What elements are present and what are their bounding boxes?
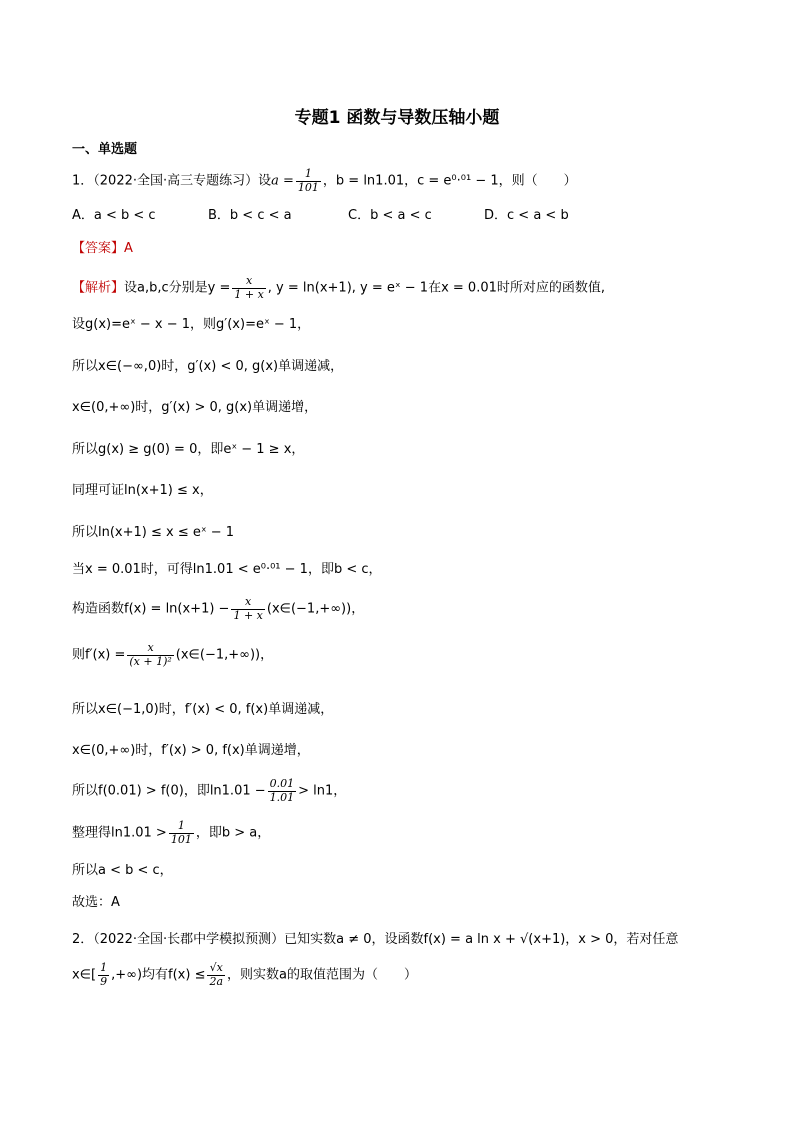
q1-frac-den: 101 [297, 180, 319, 194]
q1-answer: 【答案】A [72, 241, 133, 256]
analysis-l14-fraction [169, 820, 194, 846]
q2-l2-a: x∈[ [72, 967, 97, 983]
analysis-line-16: 故选：A [72, 895, 120, 910]
analysis-l14-den: 101 [170, 832, 192, 846]
analysis-l1-b: , y = ln(x+1), y = eˣ − 1在x = 0.01时所对应的函数值, [267, 280, 606, 296]
analysis-line-9 [72, 596, 364, 622]
analysis-l10-num: x [147, 641, 154, 654]
q1-frac-num: 1 [304, 167, 312, 180]
analysis-l10-den: (x + 1)² [129, 654, 172, 668]
analysis-line-3: 所以x∈(−∞,0)时，g′(x) < 0, g(x)单调递减， [72, 359, 344, 374]
q2-l2-den2: 2a [209, 974, 224, 988]
q2-l2-den: 9 [100, 974, 108, 988]
analysis-l13-fraction [268, 778, 297, 804]
analysis-l14-a: 整理得ln1.01 > [72, 825, 167, 841]
analysis-l1-a: 设a,b,c分别是y = [124, 280, 231, 296]
q2-l2-b: ,+∞)均有f(x) ≤ [111, 967, 206, 983]
analysis-l13-a: 所以f(0.01) > f(0)，即ln1.01 − [72, 783, 266, 799]
analysis-l14-num: 1 [177, 819, 185, 832]
analysis-label: 【解析】 [72, 280, 125, 296]
analysis-l9-b: (x∈(−1,+∞))， [266, 601, 365, 617]
question-2-line-1: 2．（2022·全国·长郡中学模拟预测）已知实数a ≠ 0，设函数f(x) = a ln x + √(x+1)，x > 0，若对任意 [72, 932, 679, 947]
analysis-l9-a: 构造函数f(x) = ln(x+1) − [72, 601, 230, 617]
analysis-line-14 [72, 820, 270, 846]
question-1-stem [72, 168, 577, 194]
section-heading: 一、单选题 [72, 142, 138, 157]
analysis-l13-num: 0.01 [269, 777, 295, 790]
analysis-line-2: 设g(x)=eˣ − x − 1，则g′(x)=eˣ − 1， [72, 317, 311, 332]
q2-l2-fraction-2 [207, 962, 225, 988]
analysis-l1-fraction [232, 275, 265, 301]
analysis-line-11: 所以x∈(−1,0)时，f′(x) < 0, f(x)单调递减， [72, 702, 334, 717]
q2-l2-num: 1 [100, 961, 108, 974]
analysis-line-12: x∈(0,+∞)时，f′(x) > 0, f(x)单调递增， [72, 743, 310, 758]
page-title: 专题1 函数与导数压轴小题 [294, 108, 500, 128]
analysis-l13-den: 1.01 [269, 790, 295, 804]
analysis-l9-num: x [245, 595, 252, 608]
analysis-l10-b: (x∈(−1,+∞))， [175, 647, 274, 663]
analysis-l13-b: > ln1， [298, 783, 347, 799]
q1-stem-a: 1．（2022·全国·高三专题练习）设 [72, 173, 272, 189]
q1-option-a: A．a < b < c [72, 208, 156, 223]
q1-fraction [296, 168, 321, 194]
analysis-l9-fraction [231, 596, 264, 622]
q2-l2-num2: √x [209, 961, 223, 974]
q2-l2-c: ，则实数a的取值范围为（ ） [227, 967, 417, 983]
analysis-l1-num: x [245, 274, 253, 287]
analysis-l14-b: ，即b > a， [195, 825, 271, 841]
q1-stem-c: ，b = ln1.01，c = e⁰·⁰¹ − 1，则（ ） [322, 173, 577, 189]
question-2-line-2 [72, 962, 417, 988]
analysis-l9-den: 1 + x [233, 608, 263, 622]
analysis-l10-fraction [127, 642, 173, 668]
analysis-line-1 [72, 275, 605, 301]
analysis-line-5: 所以g(x) ≥ g(0) = 0，即eˣ − 1 ≥ x， [72, 442, 305, 457]
analysis-l1-den: 1 + x [234, 287, 264, 301]
q1-option-b: B．b < c < a [208, 208, 292, 223]
analysis-line-4: x∈(0,+∞)时，g′(x) > 0, g(x)单调递增， [72, 400, 318, 415]
q1-stem-b: a = [271, 173, 294, 189]
q1-option-d: D．c < a < b [484, 208, 569, 223]
analysis-line-10 [72, 642, 273, 668]
analysis-line-15: 所以a < b < c， [72, 863, 173, 878]
q2-l2-fraction-1 [98, 962, 109, 988]
q1-option-c: C．b < a < c [348, 208, 432, 223]
analysis-l10-a: 则f′(x) = [72, 647, 126, 663]
analysis-line-8: 当x = 0.01时，可得ln1.01 < e⁰·⁰¹ − 1，即b < c， [72, 562, 382, 577]
analysis-line-6: 同理可证ln(x+1) ≤ x， [72, 483, 213, 498]
analysis-line-7: 所以ln(x+1) ≤ x ≤ eˣ − 1 [72, 525, 235, 540]
analysis-line-13 [72, 778, 346, 804]
